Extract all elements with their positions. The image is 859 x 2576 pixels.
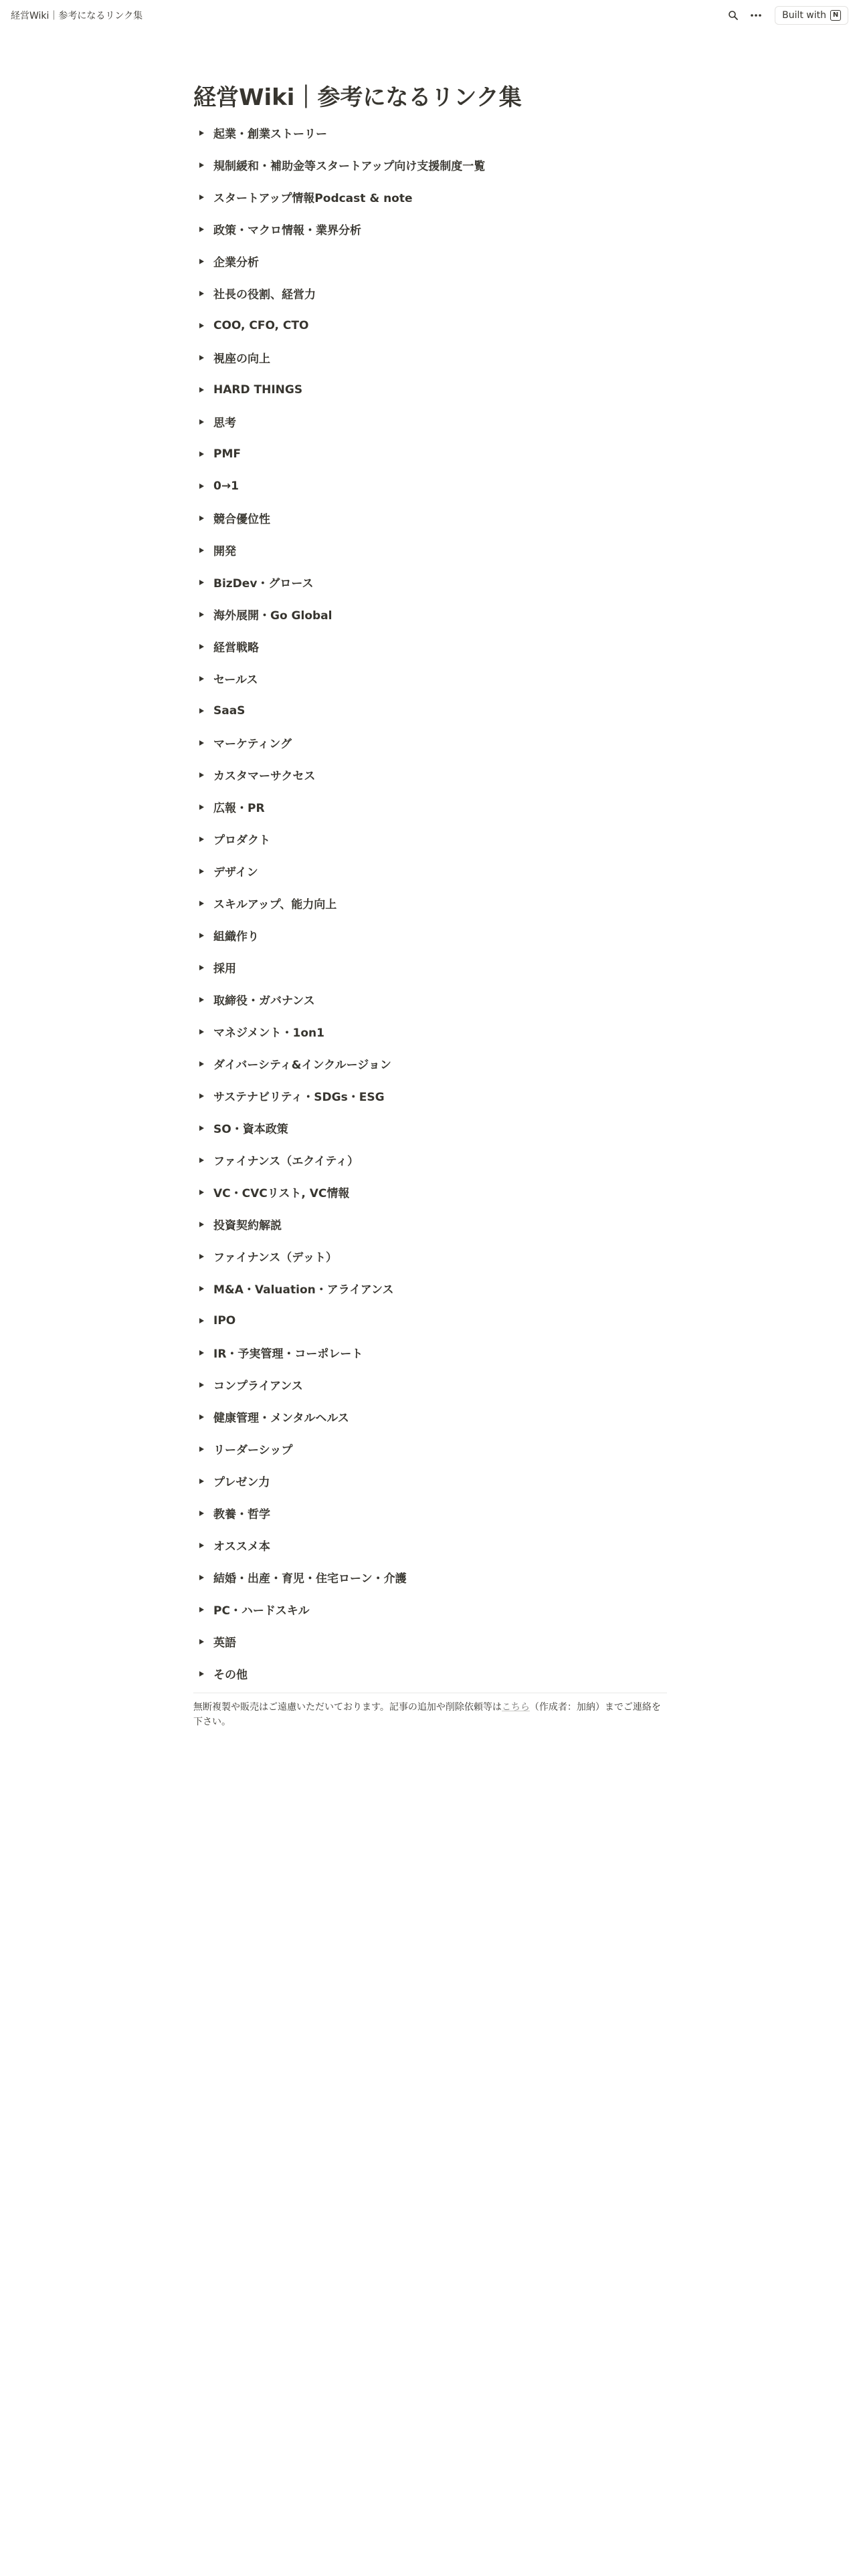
search-icon	[728, 10, 739, 21]
toggle-block[interactable]	[193, 887, 667, 920]
toggle-arrow-icon[interactable]	[193, 671, 209, 687]
toggle-arrow-icon[interactable]	[193, 286, 209, 302]
breadcrumb-page-title[interactable]: 経営Wiki｜参考になるリンク集	[11, 10, 143, 21]
built-with-notion-button[interactable]	[775, 6, 848, 25]
toggle-arrow-icon[interactable]	[193, 157, 209, 173]
toggle-arrow-icon[interactable]	[193, 960, 209, 976]
toggle-label: 教養・哲学	[213, 1508, 270, 1522]
toggle-block[interactable]	[193, 695, 667, 727]
footer-text-after: （作成者：加納）までご連絡を下さい。	[193, 1701, 661, 1728]
toggle-block[interactable]	[193, 1273, 667, 1305]
toggle-block[interactable]	[193, 1433, 667, 1465]
toggle-label: 起業・創業ストーリー	[213, 128, 327, 142]
toggle-block[interactable]	[193, 149, 667, 181]
toggle-arrow-icon[interactable]	[193, 1120, 209, 1136]
toggle-arrow-icon[interactable]	[193, 1313, 209, 1329]
toggle-label: 社長の役割、経営力	[213, 288, 316, 302]
toggle-label: 視座の向上	[213, 352, 270, 366]
toggle-block[interactable]	[193, 1658, 667, 1690]
toggle-block[interactable]	[193, 213, 667, 245]
toggle-label: IR・予実管理・コーポレート	[213, 1348, 363, 1362]
toggle-label: VC・CVCリスト, VC情報	[213, 1187, 350, 1201]
toggle-block[interactable]	[193, 1465, 667, 1497]
toggle-label: 広報・PR	[213, 802, 265, 816]
toggle-label: SO・資本政策	[213, 1123, 288, 1137]
toggle-block[interactable]	[193, 663, 667, 695]
toggle-label: スタートアップ情報Podcast & note	[213, 192, 413, 206]
toggle-arrow-icon[interactable]	[193, 1184, 209, 1200]
toggle-label: 投資契約解説	[213, 1219, 282, 1233]
toggle-block[interactable]	[193, 438, 667, 470]
toggle-block[interactable]	[193, 599, 667, 631]
toggle-arrow-icon[interactable]	[193, 799, 209, 815]
footer-note	[193, 1700, 667, 1730]
toggle-label: セールス	[213, 673, 258, 687]
toggle-block[interactable]	[193, 1080, 667, 1112]
top-bar	[0, 0, 859, 30]
toggle-label: 英語	[213, 1636, 236, 1650]
toggle-label: 思考	[213, 417, 236, 431]
toggle-arrow-icon[interactable]	[193, 767, 209, 783]
toggle-label: 採用	[213, 962, 236, 976]
toggle-label: 経営戦略	[213, 641, 259, 655]
toggle-arrow-icon[interactable]	[193, 1152, 209, 1168]
more-options-button[interactable]	[747, 6, 765, 25]
toggle-label: カスタマーサクセス	[213, 770, 316, 784]
toggle-label: オススメ本	[213, 1540, 270, 1554]
toggle-label: リーダーシップ	[213, 1444, 293, 1458]
toggle-label: 企業分析	[213, 256, 259, 270]
toggle-block[interactable]	[193, 406, 667, 438]
toggle-arrow-icon[interactable]	[193, 1473, 209, 1489]
toggle-arrow-icon[interactable]	[193, 189, 209, 205]
toggle-label: COO, CFO, CTO	[213, 318, 309, 332]
toggle-label: 取締役・ガバナンス	[213, 994, 315, 1008]
toggle-arrow-icon[interactable]	[193, 863, 209, 879]
toggle-block[interactable]	[193, 1016, 667, 1048]
search-button[interactable]	[724, 6, 743, 25]
toggle-block[interactable]	[193, 952, 667, 984]
more-icon	[750, 13, 762, 17]
page-content	[193, 84, 667, 1730]
built-with-label: Built with	[782, 9, 826, 21]
toggle-arrow-icon[interactable]	[193, 350, 209, 366]
toggle-block[interactable]	[193, 759, 667, 791]
toggle-block[interactable]	[193, 278, 667, 310]
toggle-label: 海外展開・Go Global	[213, 609, 332, 623]
toggle-label: 0→1	[213, 479, 239, 493]
toggle-arrow-icon[interactable]	[193, 1249, 209, 1265]
toggle-label: ファイナンス（エクイティ）	[213, 1155, 359, 1169]
toggle-label: PMF	[213, 447, 241, 461]
toggle-arrow-icon[interactable]	[193, 478, 209, 494]
toggle-block[interactable]	[193, 181, 667, 213]
toggle-arrow-icon[interactable]	[193, 1345, 209, 1361]
toggle-arrow-icon[interactable]	[193, 125, 209, 141]
toggle-arrow-icon[interactable]	[193, 382, 209, 398]
toggle-arrow-icon[interactable]	[193, 253, 209, 270]
toggle-block[interactable]	[193, 1369, 667, 1401]
toggle-label: 政策・マクロ情報・業界分析	[213, 224, 361, 238]
contact-link[interactable]: こちら	[501, 1701, 530, 1713]
toggle-arrow-icon[interactable]	[193, 1024, 209, 1040]
toggle-block[interactable]	[193, 1208, 667, 1241]
toggle-arrow-icon[interactable]	[193, 1634, 209, 1650]
toggle-arrow-icon[interactable]	[193, 510, 209, 526]
toggle-label: 組織作り	[213, 930, 259, 944]
toggle-arrow-icon[interactable]	[193, 607, 209, 623]
toggle-label: IPO	[213, 1313, 236, 1327]
toggle-block[interactable]	[193, 1594, 667, 1626]
toggle-arrow-icon[interactable]	[193, 542, 209, 558]
toggle-label: PC・ハードスキル	[213, 1604, 310, 1618]
toggle-block[interactable]	[193, 534, 667, 566]
toggle-block[interactable]	[193, 470, 667, 502]
toggle-arrow-icon[interactable]	[193, 1602, 209, 1618]
notion-logo-icon: N	[830, 10, 841, 21]
toggle-label: その他	[213, 1669, 248, 1683]
toggle-label: ファイナンス（デット）	[213, 1251, 337, 1265]
toggle-block[interactable]	[193, 920, 667, 952]
toggle-label: 結婚・出産・育児・住宅ローン・介護	[213, 1572, 407, 1586]
toggle-label: スキルアップ、能力向上	[213, 898, 337, 912]
toggle-block[interactable]	[193, 823, 667, 855]
toggle-block[interactable]	[193, 310, 667, 342]
toggle-block[interactable]	[193, 791, 667, 823]
toggle-label: 開発	[213, 545, 236, 559]
toggle-arrow-icon[interactable]	[193, 928, 209, 944]
toggle-block[interactable]	[193, 245, 667, 278]
toggle-arrow-icon[interactable]	[193, 221, 209, 237]
toggle-block[interactable]	[193, 1562, 667, 1594]
toggle-label: SaaS	[213, 704, 246, 718]
toggle-block[interactable]	[193, 1529, 667, 1562]
toggle-arrow-icon[interactable]	[193, 1409, 209, 1425]
toggle-arrow-icon[interactable]	[193, 574, 209, 591]
toggle-label: BizDev・グロース	[213, 577, 314, 591]
toggle-arrow-icon[interactable]	[193, 639, 209, 655]
toggle-arrow-icon[interactable]	[193, 1377, 209, 1393]
toggle-arrow-icon[interactable]	[193, 1505, 209, 1521]
toggle-arrow-icon[interactable]	[193, 831, 209, 847]
toggle-block[interactable]	[193, 855, 667, 887]
footer-text-before: 無断複製や販売はご遠慮いただいております。記事の追加や削除依頼等は	[193, 1701, 502, 1713]
toggle-block[interactable]	[193, 374, 667, 406]
toggle-label: サステナビリティ・SDGs・ESG	[213, 1091, 385, 1105]
toggle-block[interactable]	[193, 502, 667, 534]
toggle-arrow-icon[interactable]	[193, 1216, 209, 1232]
toggle-block[interactable]	[193, 1176, 667, 1208]
toggle-block[interactable]	[193, 1241, 667, 1273]
toggle-arrow-icon[interactable]	[193, 1666, 209, 1682]
toggle-arrow-icon[interactable]	[193, 1537, 209, 1553]
page-title: 経営Wiki｜参考になるリンク集	[193, 84, 522, 111]
toggle-arrow-icon[interactable]	[193, 992, 209, 1008]
toggle-arrow-icon[interactable]	[193, 1281, 209, 1297]
toggle-arrow-icon[interactable]	[193, 446, 209, 462]
toggle-label: M&A・Valuation・アライアンス	[213, 1283, 394, 1297]
toggle-arrow-icon[interactable]	[193, 1056, 209, 1072]
toggle-block[interactable]	[193, 117, 667, 149]
toggle-block[interactable]	[193, 1337, 667, 1369]
toggle-block[interactable]	[193, 342, 667, 374]
toggle-label: 競合優位性	[213, 513, 270, 527]
toggle-block[interactable]	[193, 631, 667, 663]
toggle-arrow-icon[interactable]	[193, 1441, 209, 1457]
toggle-block[interactable]	[193, 1305, 667, 1337]
topbar-actions	[724, 6, 848, 25]
toggle-label: HARD THINGS	[213, 383, 303, 397]
toggle-label: マネジメント・1on1	[213, 1027, 324, 1041]
toggle-arrow-icon[interactable]	[193, 1570, 209, 1586]
toggle-label: 規制緩和・補助金等スタートアップ向け支援制度一覧	[213, 160, 486, 174]
toggle-block[interactable]	[193, 727, 667, 759]
toggle-block[interactable]	[193, 1401, 667, 1433]
toggle-arrow-icon[interactable]	[193, 414, 209, 430]
toggle-label: マーケティング	[213, 738, 292, 752]
toggle-label: コンプライアンス	[213, 1380, 303, 1394]
toggle-block[interactable]	[193, 1112, 667, 1144]
toggle-arrow-icon[interactable]	[193, 735, 209, 751]
toggle-block[interactable]	[193, 1048, 667, 1080]
toggle-arrow-icon[interactable]	[193, 703, 209, 719]
toggle-label: プレゼン力	[213, 1476, 270, 1490]
toggle-label: デザイン	[213, 866, 258, 880]
toggle-label: ダイバーシティ&インクルージョン	[213, 1059, 391, 1073]
toggle-block[interactable]	[193, 566, 667, 599]
toggle-arrow-icon[interactable]	[193, 895, 209, 911]
toggle-list	[193, 117, 667, 1690]
toggle-label: プロダクト	[213, 834, 270, 848]
toggle-block[interactable]	[193, 1144, 667, 1176]
toggle-block[interactable]	[193, 984, 667, 1016]
toggle-arrow-icon[interactable]	[193, 318, 209, 334]
toggle-label: 健康管理・メンタルヘルス	[213, 1412, 349, 1426]
toggle-arrow-icon[interactable]	[193, 1088, 209, 1104]
toggle-block[interactable]	[193, 1626, 667, 1658]
toggle-block[interactable]	[193, 1497, 667, 1529]
